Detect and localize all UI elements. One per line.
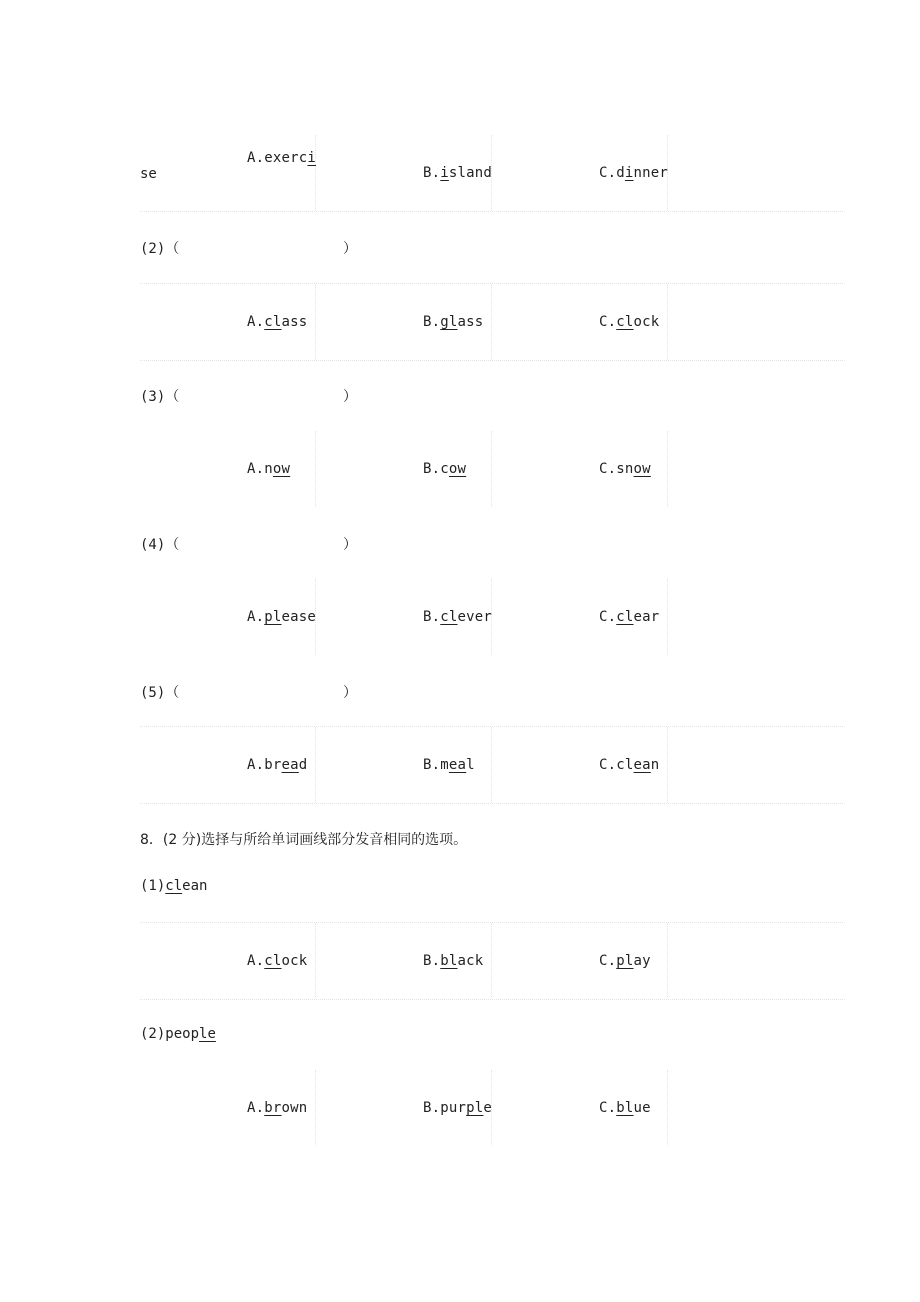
s8q2-options-row xyxy=(140,1070,845,1146)
section-8-title: 8．(2 分)选择与所给单词画线部分发音相同的选项。 xyxy=(140,832,468,848)
q2-option-c-cell xyxy=(492,284,668,360)
s8q2-option-c-cell xyxy=(492,1070,668,1146)
q3-option-c-cell xyxy=(492,431,668,507)
q5-option-a-cell xyxy=(140,727,316,803)
q5-option-b: B.meal xyxy=(423,757,475,773)
q1-empty-cell xyxy=(668,135,844,211)
q3-close-paren: ） xyxy=(343,389,357,405)
s8q1-option-a-cell xyxy=(140,923,316,999)
q3-prompt: (3)（ xyxy=(140,389,180,405)
s8q1-option-c-cell xyxy=(492,923,668,999)
s8q1-option-a: A.clock xyxy=(247,953,308,969)
q3-option-b-cell xyxy=(316,431,492,507)
q5-empty-cell xyxy=(668,727,844,803)
q3-option-a-cell xyxy=(140,431,316,507)
q5-close-paren: ） xyxy=(343,685,357,701)
q4-option-c-cell xyxy=(492,579,668,655)
q5-option-a: A.bread xyxy=(247,757,308,773)
s8q1-option-b-cell xyxy=(316,923,492,999)
s8q2-option-a-cell xyxy=(140,1070,316,1146)
q2-option-b-cell xyxy=(316,284,492,360)
q2-prompt: (2)（ xyxy=(140,241,180,257)
q1-options-row xyxy=(140,135,845,212)
q2-option-a-cell xyxy=(140,284,316,360)
q1-option-b: B.island xyxy=(423,165,493,181)
q4-options-row xyxy=(140,579,845,655)
s8q2-empty-cell xyxy=(668,1070,844,1146)
q1-option-a-wrap: se xyxy=(140,166,157,182)
q2-options-row xyxy=(140,284,845,361)
q4-close-paren: ） xyxy=(343,537,357,553)
q4-empty-cell xyxy=(668,579,844,655)
s8q1-empty-cell xyxy=(668,923,844,999)
q4-prompt: (4)（ xyxy=(140,537,180,553)
q4-option-b: B.clever xyxy=(423,609,493,625)
q2-option-b: B.glass xyxy=(423,314,484,330)
q3-options-row xyxy=(140,431,845,507)
q1-option-a: A.exerci xyxy=(247,150,317,166)
q4-option-c: C.clear xyxy=(599,609,660,625)
q5-option-c-cell xyxy=(492,727,668,803)
q1-option-c-cell xyxy=(492,135,668,211)
s8q2-option-b-cell xyxy=(316,1070,492,1146)
s8q1-option-b: B.black xyxy=(423,953,484,969)
s8q1-prompt: (1)clean xyxy=(140,878,208,894)
q5-prompt: (5)（ xyxy=(140,685,180,701)
q4-option-a-cell xyxy=(140,579,316,655)
q4-option-a: A.please xyxy=(247,609,317,625)
q3-option-c: C.snow xyxy=(599,461,651,477)
q2-empty-cell xyxy=(668,284,844,360)
q3-option-b: B.cow xyxy=(423,461,467,477)
q5-option-c: C.clean xyxy=(599,757,660,773)
q5-option-b-cell xyxy=(316,727,492,803)
q4-option-b-cell xyxy=(316,579,492,655)
s8q2-option-b: B.purple xyxy=(423,1100,493,1116)
s8q2-option-c: C.blue xyxy=(599,1100,651,1116)
q5-options-row xyxy=(140,727,845,804)
q2-option-c: C.clock xyxy=(599,314,660,330)
q2-close-paren: ） xyxy=(343,241,357,257)
s8q2-option-a: A.brown xyxy=(247,1100,308,1116)
s8q1-options-row xyxy=(140,923,845,1000)
q2-option-a: A.class xyxy=(247,314,308,330)
q3-empty-cell xyxy=(668,431,844,507)
s8q1-option-c: C.play xyxy=(599,953,651,969)
q3-option-a: A.now xyxy=(247,461,291,477)
q1-option-b-cell xyxy=(316,135,492,211)
q1-option-a-cell xyxy=(140,135,316,211)
q1-option-c: C.dinner xyxy=(599,165,669,181)
s8q2-prompt: (2)people xyxy=(140,1026,216,1042)
